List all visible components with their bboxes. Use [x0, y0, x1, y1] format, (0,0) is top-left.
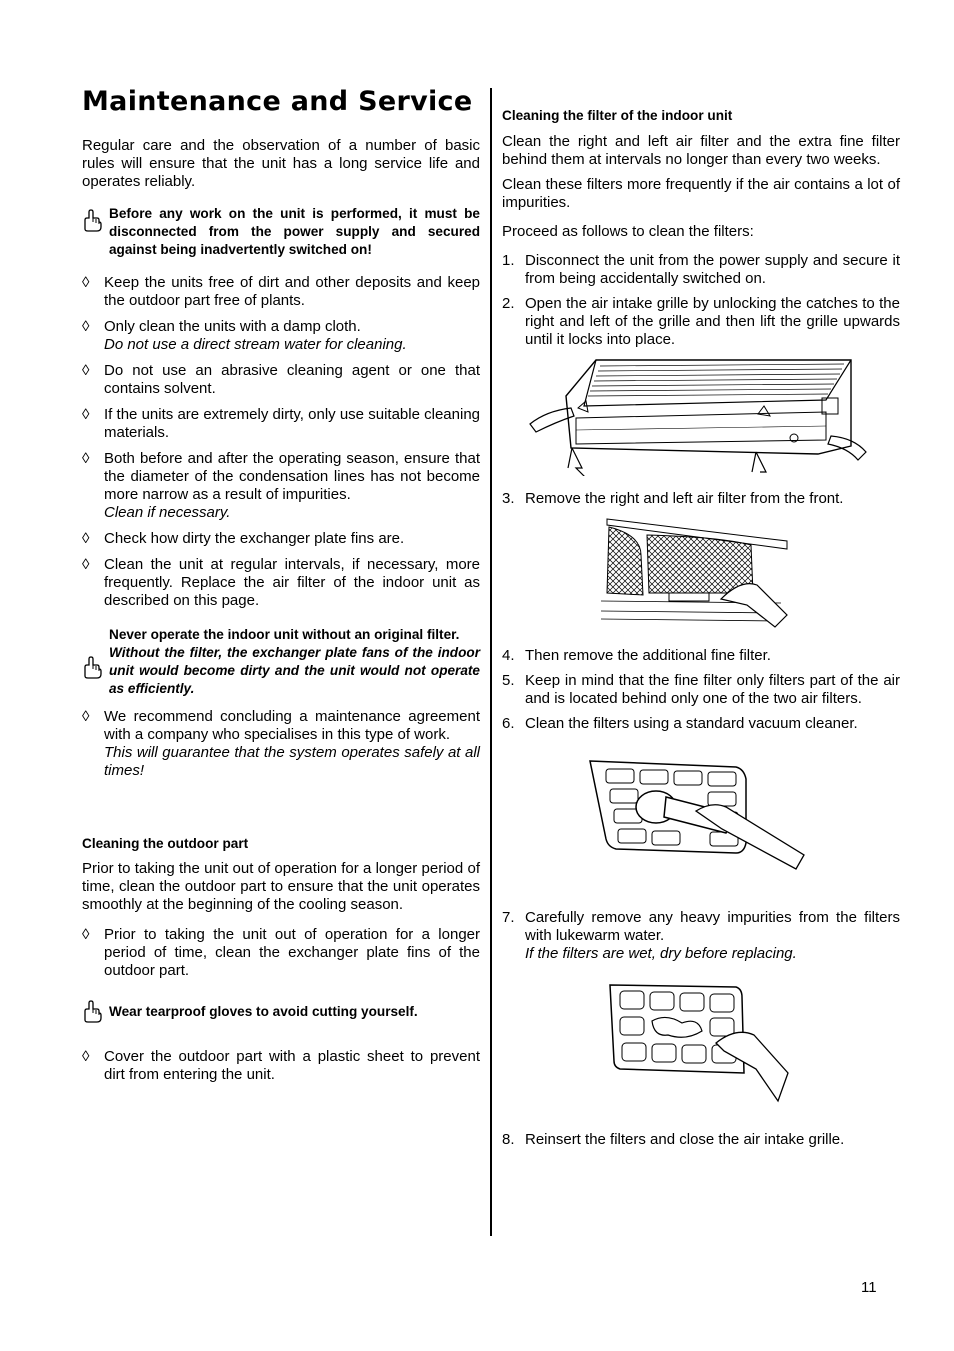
- cleaning-steps-5: [502, 1131, 900, 1149]
- power-warning-text: Before any work on the unit is performed, it must be disconnected from the power supply and secured against being inadvertently switched on!: [109, 206, 480, 257]
- list-item: ◊ Clean the unit at regular intervals, if necessary, more frequently. Replace the air filter of the indoor unit as described on this page.: [82, 556, 480, 609]
- indoor-heading: Cleaning the filter of the indoor unit: [502, 108, 733, 123]
- right-column: [502, 108, 900, 1156]
- bullet-marker: ◊: [82, 926, 90, 943]
- outdoor-list-2: [82, 1048, 480, 1084]
- indoor-paragraph-3: Proceed as follows to clean the filters:: [502, 223, 754, 240]
- page-title: Maintenance and Service: [82, 86, 473, 117]
- bullet-marker: ◊: [82, 362, 90, 379]
- bullet-marker: ◊: [82, 1048, 90, 1065]
- list-item-note: If the filters are wet, dry before replacing.: [525, 945, 797, 962]
- power-warning: [82, 205, 480, 259]
- list-item: 6. Clean the filters using a standard vacuum cleaner.: [502, 715, 858, 732]
- list-item: 8. Reinsert the filters and close the air intake grille.: [502, 1131, 845, 1148]
- cleaning-steps-4: [502, 909, 900, 963]
- bullet-marker: ◊: [82, 406, 90, 423]
- list-item: 3. Remove the right and left air filter from the front.: [502, 490, 844, 507]
- list-item: ◊ Prior to taking the unit out of operation for a longer period of time, clean the exchanger plate fins of the outdoor part.: [82, 926, 480, 979]
- cleaning-steps-2: [502, 490, 900, 508]
- list-item: ◊ Only clean the units with a damp cloth. Do not use a direct stream water for cleaning.: [82, 318, 480, 354]
- list-item: 2. Open the air intake grille by unlocking the catches to the right and left of the grille and then lift the grille upwards until it locks into place.: [502, 295, 900, 348]
- outdoor-intro: Prior to taking the unit out of operation for a longer period of time, clean the outdoor part to ensure that the unit operates smoothly at the beginning of the cooling season.: [82, 860, 480, 913]
- indoor-paragraph-2: Clean these filters more frequently if the air contains a lot of impurities.: [502, 176, 900, 211]
- bullet-marker: ◊: [82, 274, 90, 291]
- list-item-note: Do not use a direct stream water for cleaning.: [104, 336, 407, 353]
- gloves-warning: [82, 1000, 480, 1024]
- pointing-hand-icon: [82, 209, 104, 233]
- column-divider: [490, 88, 492, 1236]
- list-item: 7. Carefully remove any heavy impurities from the filters with lukewarm water. If the filters are wet, dry before replacing.: [502, 909, 900, 962]
- pointing-hand-icon: [82, 656, 104, 680]
- list-item: ◊ If the units are extremely dirty, only use suitable cleaning materials.: [82, 406, 480, 441]
- list-item: ◊ Do not use an abrasive cleaning agent or one that contains solvent.: [82, 362, 480, 397]
- bullet-marker: ◊: [82, 556, 90, 573]
- list-item: ◊ Check how dirty the exchanger plate fins are.: [82, 530, 405, 547]
- cleaning-steps-3: [502, 647, 900, 733]
- maintenance-list: [82, 708, 480, 780]
- wash-filter-illustration: [606, 977, 796, 1107]
- list-item-note: Clean if necessary.: [104, 504, 231, 521]
- bullet-marker: ◊: [82, 318, 90, 335]
- cleaning-steps: [502, 252, 900, 349]
- list-item: 5. Keep in mind that the fine filter only filters part of the air and is located behind only one of the two air filters.: [502, 672, 900, 707]
- outdoor-list: [82, 926, 480, 980]
- list-item: ◊ Cover the outdoor part with a plastic sheet to prevent dirt from entering the unit.: [82, 1048, 480, 1083]
- list-item: 1. Disconnect the unit from the power supply and secure it from being accidentally switched on.: [502, 252, 900, 287]
- filter-removal-illustration: [601, 515, 801, 633]
- filter-warning: [82, 626, 480, 698]
- list-item: 4. Then remove the additional fine filter.: [502, 647, 771, 664]
- list-item: ◊ Both before and after the operating season, ensure that the diameter of the condensation lines has not become more narrow as a result of impurities. Clean if necessary.: [82, 450, 480, 521]
- filter-warning-bold: Never operate the indoor unit without an original filter.: [109, 627, 460, 642]
- gloves-warning-text: Wear tearproof gloves to avoid cutting yourself.: [109, 1004, 418, 1019]
- bullet-marker: ◊: [82, 708, 90, 725]
- bullet-marker: ◊: [82, 450, 90, 467]
- care-list: [82, 274, 480, 610]
- filter-warning-italic: Without the filter, the exchanger plate fans of the indoor unit would become dirty and the unit would not operate as efficiently.: [109, 645, 480, 696]
- vacuum-filter-illustration: [586, 755, 816, 885]
- bullet-marker: ◊: [82, 530, 90, 547]
- outdoor-heading: Cleaning the outdoor part: [82, 836, 249, 851]
- grille-open-illustration: [526, 356, 876, 476]
- intro-paragraph: Regular care and the observation of a number of basic rules will ensure that the unit has a long service life and operates reliably.: [82, 137, 480, 190]
- list-item-note: This will guarantee that the system operates safely at all times!: [104, 744, 480, 779]
- pointing-hand-icon: [82, 1000, 104, 1024]
- left-column: [82, 86, 480, 1092]
- page-number: 11: [861, 1279, 877, 1296]
- indoor-paragraph-1: Clean the right and left air filter and the extra fine filter behind them at intervals no longer than every two weeks.: [502, 133, 900, 168]
- list-item: ◊ Keep the units free of dirt and other deposits and keep the outdoor part free of plants.: [82, 274, 480, 309]
- list-item: ◊ We recommend concluding a maintenance agreement with a company who specialises in this type of work. This will guarantee that the system operates safely at all times!: [82, 708, 480, 779]
